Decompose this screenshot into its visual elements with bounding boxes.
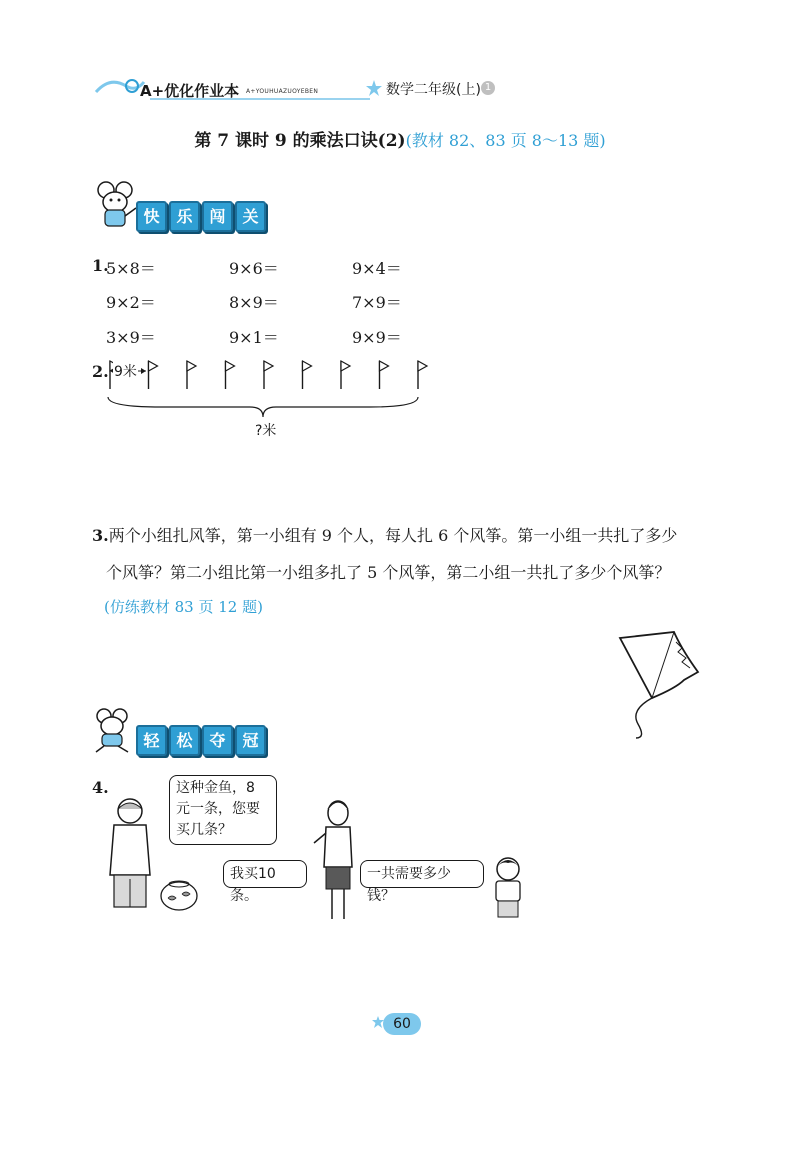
- section-badge-easy: [136, 725, 266, 755]
- badge-char: 冠: [235, 725, 266, 756]
- flag-icon: [418, 361, 427, 371]
- kid-illustration: [486, 855, 530, 921]
- volume-badge: 1: [481, 81, 495, 95]
- q2-number: 2.: [92, 362, 109, 381]
- kite-icon: [612, 628, 712, 740]
- speech-line: 买几条？: [176, 822, 232, 838]
- speech-line: 这种金鱼，8: [176, 780, 255, 796]
- flag-icon: [303, 361, 312, 371]
- flag-icon: [341, 361, 350, 371]
- lesson-title-main: 第 7 课时 9 的乘法口诀(2): [194, 131, 406, 151]
- q4-number: 4.: [92, 778, 109, 797]
- total-brace: [108, 397, 418, 417]
- q3-line1: [92, 523, 677, 546]
- seller-speech-bubble: [169, 775, 277, 845]
- flag-icon: [264, 361, 273, 371]
- badge-char: 轻: [136, 725, 167, 756]
- flag-icon: [380, 361, 389, 371]
- q3-number: 3.: [92, 526, 109, 545]
- flag-icon: [226, 361, 235, 371]
- badge-char: 快: [136, 201, 167, 232]
- q1-expr: 3×9＝: [106, 328, 156, 347]
- q3-hint: (仿练教材 83 页 12 题): [104, 598, 263, 616]
- badge-char: 关: [235, 201, 266, 232]
- arrow-head-right: [141, 368, 146, 374]
- q1-number: 1.: [92, 256, 109, 275]
- badge-char: 乐: [169, 201, 200, 232]
- badge-char: 闯: [202, 201, 233, 232]
- star-icon: [366, 80, 382, 96]
- flag-icon: [149, 361, 158, 371]
- grade-label: 数学二年级(上): [386, 82, 481, 98]
- fishbowl-icon: [158, 878, 200, 912]
- section-badge-happy: [136, 201, 266, 231]
- q1-expr: 7×9＝: [352, 293, 402, 312]
- lesson-textbook-ref: (教材 82、83 页 8～13 题): [405, 131, 606, 150]
- brand-subtitle: A+YOUHUAZUOYEBEN: [246, 88, 319, 95]
- header-rule: [150, 97, 370, 101]
- buyer-illustration: [312, 797, 362, 921]
- badge-char: 松: [169, 725, 200, 756]
- seller-illustration: [100, 795, 160, 915]
- q1-expr: 9×1＝: [229, 328, 279, 347]
- lesson-title: [0, 126, 800, 151]
- badge-char: 夺: [202, 725, 233, 756]
- q1-expr: 9×9＝: [352, 328, 402, 347]
- mouse-runner-icon: [92, 706, 138, 754]
- brand-title: A+优化作业本: [140, 82, 240, 100]
- gap-label: 9米: [113, 361, 138, 381]
- q1-expr: 9×6＝: [229, 259, 279, 278]
- q1-expr: 8×9＝: [229, 293, 279, 312]
- total-label: ?米: [255, 423, 277, 439]
- q1-expr: 9×2＝: [106, 293, 156, 312]
- q1-expr: 5×8＝: [106, 259, 156, 278]
- buyer-speech-bubble: 我买10条。: [223, 860, 307, 888]
- q3-text-2: 个风筝？第二小组比第一小组多扎了 5 个风筝，第二小组一共扎了多少个风筝？: [106, 563, 671, 582]
- page-number: 60: [383, 1013, 421, 1035]
- mouse-mascot-icon: [92, 178, 138, 230]
- q1-expr: 9×4＝: [352, 259, 402, 278]
- flag-icon: [187, 361, 196, 371]
- kid-speech-bubble: 一共需要多少钱？: [360, 860, 484, 888]
- speech-line: 元一条，您要: [176, 801, 260, 817]
- q3-text-1: 两个小组扎风筝，第一小组有 9 个人，每人扎 6 个风筝。第一小组一共扎了多少: [108, 526, 678, 545]
